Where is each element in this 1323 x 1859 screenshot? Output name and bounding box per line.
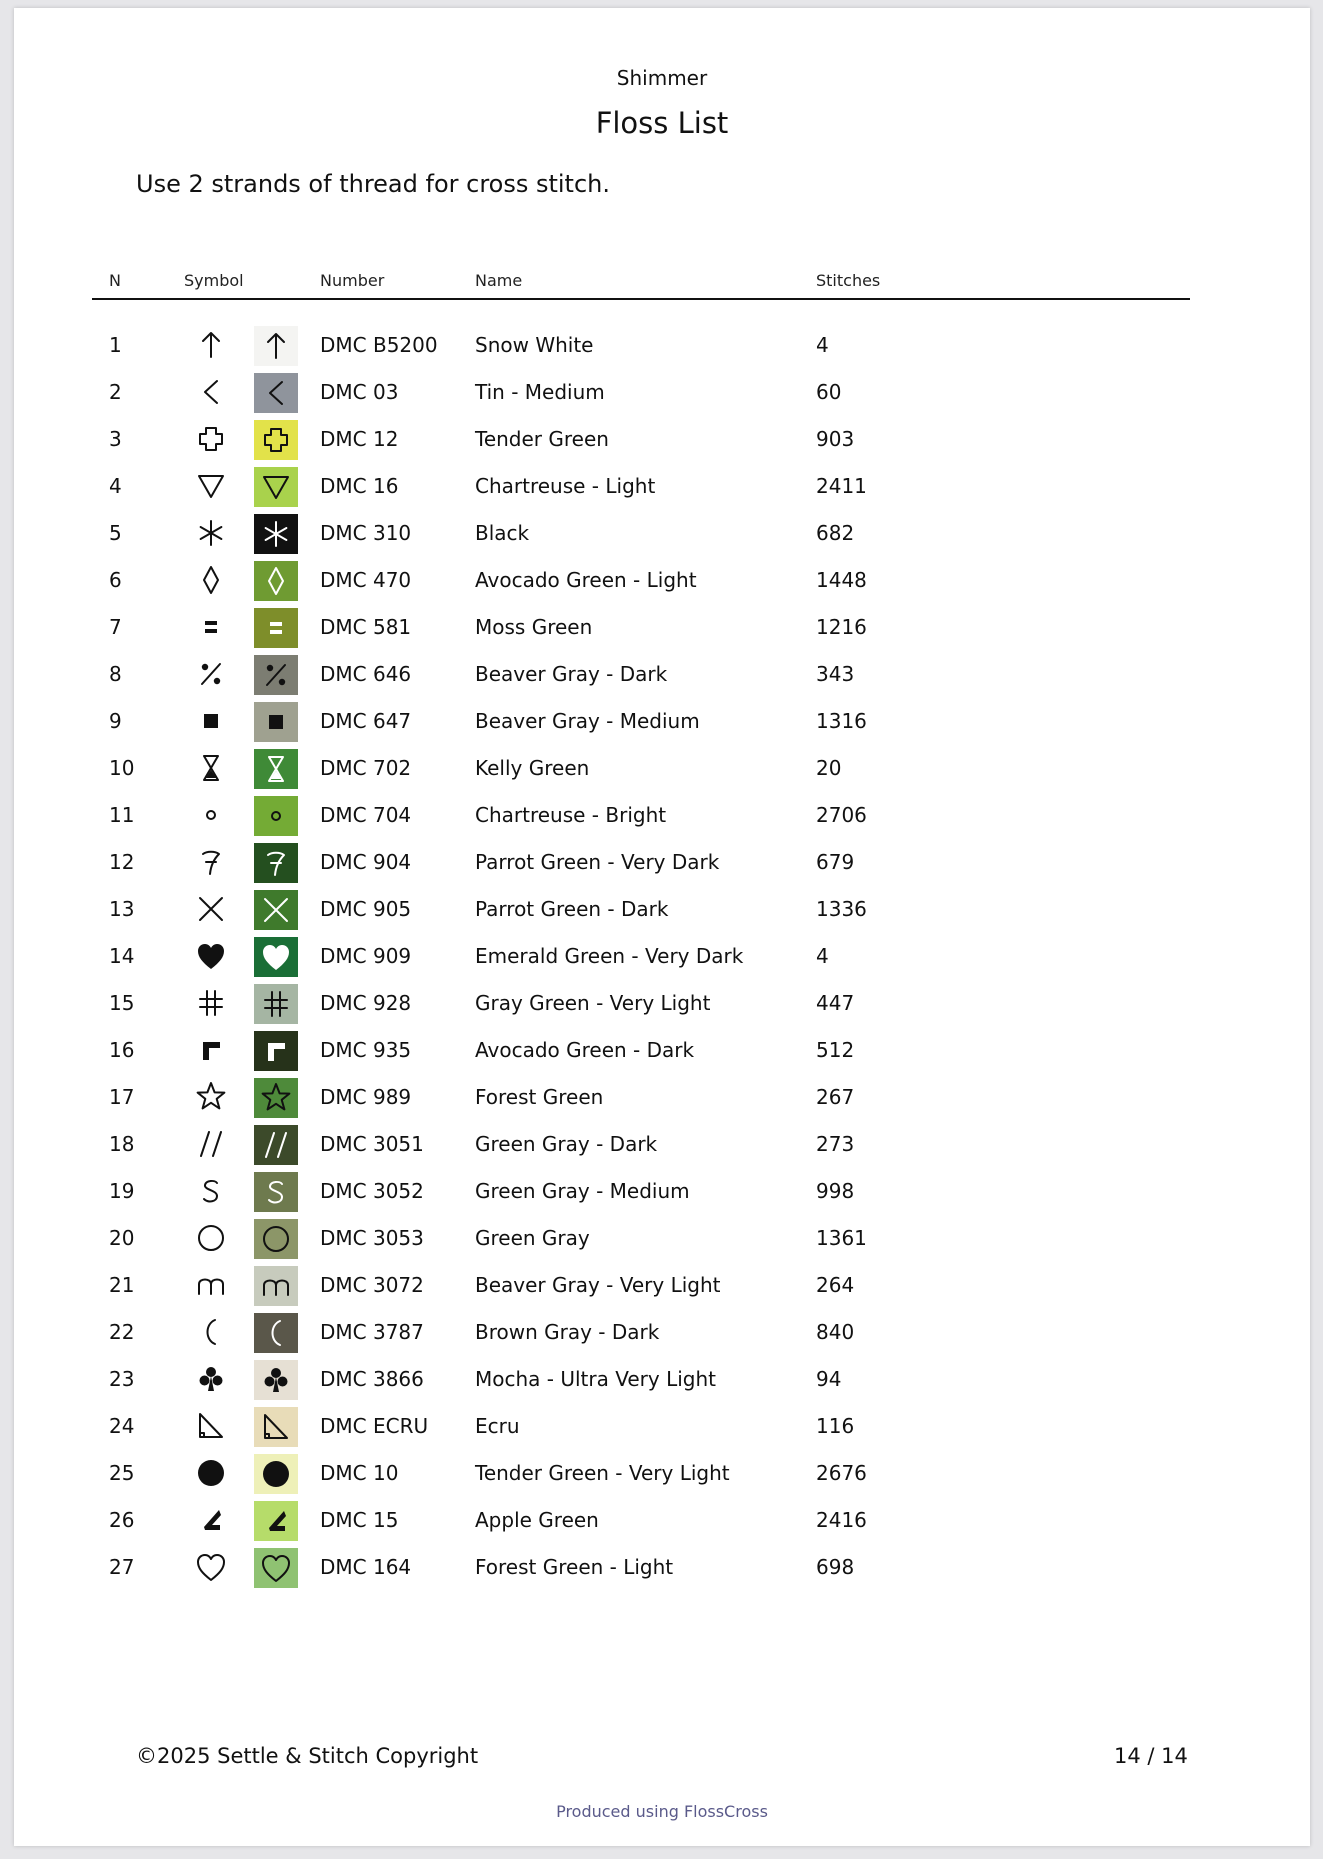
small-circle-icon — [191, 795, 231, 835]
floss-number: DMC 310 — [320, 521, 412, 545]
floss-number: DMC 905 — [320, 897, 412, 921]
floss-name: Green Gray - Dark — [475, 1132, 658, 1156]
triangle-down-icon — [254, 467, 298, 507]
color-swatch — [254, 796, 298, 836]
seven-icon — [191, 842, 231, 882]
color-swatch — [254, 514, 298, 554]
row-number: 26 — [109, 1508, 135, 1532]
letter-s-icon — [254, 1172, 298, 1212]
row-number: 5 — [109, 521, 122, 545]
column-header-symbol: Symbol — [184, 271, 244, 290]
row-number: 27 — [109, 1555, 135, 1579]
arrow-up-icon — [191, 325, 231, 365]
stitch-count: 1216 — [816, 615, 867, 639]
color-swatch — [254, 1548, 298, 1588]
row-number: 16 — [109, 1038, 135, 1062]
row-number: 12 — [109, 850, 135, 874]
row-number: 2 — [109, 380, 122, 404]
square-filled-icon — [191, 701, 231, 741]
table-row — [14, 1265, 1310, 1305]
stitch-count: 273 — [816, 1132, 855, 1156]
table-row — [14, 1406, 1310, 1446]
corner-icon — [254, 1031, 298, 1071]
row-number: 17 — [109, 1085, 135, 1109]
color-swatch — [254, 984, 298, 1024]
floss-number: DMC 03 — [320, 380, 399, 404]
letter-m-icon — [191, 1265, 231, 1305]
square-filled-icon — [254, 702, 298, 742]
stitch-count: 447 — [816, 991, 855, 1015]
heart-outline-icon — [191, 1547, 231, 1587]
circle-filled-icon — [191, 1453, 231, 1493]
color-swatch — [254, 890, 298, 930]
table-row — [14, 1359, 1310, 1399]
stitch-count: 1336 — [816, 897, 867, 921]
x-cross-icon — [254, 890, 298, 930]
floss-number: DMC 702 — [320, 756, 412, 780]
floss-number: DMC B5200 — [320, 333, 438, 357]
diamond-icon — [191, 560, 231, 600]
color-swatch — [254, 1313, 298, 1353]
color-swatch — [254, 1266, 298, 1306]
table-row — [14, 1077, 1310, 1117]
color-swatch — [254, 326, 298, 366]
table-row — [14, 325, 1310, 365]
circle-filled-icon — [254, 1454, 298, 1494]
row-number: 18 — [109, 1132, 135, 1156]
angle-mark-icon — [254, 1501, 298, 1541]
floss-name: Forest Green — [475, 1085, 604, 1109]
chevron-left-icon — [191, 372, 231, 412]
row-number: 8 — [109, 662, 122, 686]
circle-outline-icon — [254, 1219, 298, 1259]
page-number: 14 / 14 — [1114, 1744, 1188, 1768]
floss-number: DMC 646 — [320, 662, 412, 686]
floss-number: DMC 647 — [320, 709, 412, 733]
stitch-count: 20 — [816, 756, 842, 780]
row-number: 10 — [109, 756, 135, 780]
stitch-count: 4 — [816, 944, 829, 968]
crescent-icon — [191, 1312, 231, 1352]
stitch-count: 1361 — [816, 1226, 867, 1250]
stitch-count: 903 — [816, 427, 855, 451]
double-slash-icon — [254, 1125, 298, 1165]
percent-icon — [254, 655, 298, 695]
color-swatch — [254, 1360, 298, 1400]
floss-number: DMC 581 — [320, 615, 412, 639]
table-row — [14, 889, 1310, 929]
crescent-icon — [254, 1313, 298, 1353]
hash-icon — [254, 984, 298, 1024]
row-number: 4 — [109, 474, 122, 498]
small-circle-icon — [254, 796, 298, 836]
floss-name: Moss Green — [475, 615, 593, 639]
equals-icon — [254, 608, 298, 648]
chevron-left-icon — [254, 373, 298, 413]
floss-name: Green Gray - Medium — [475, 1179, 690, 1203]
floss-number: DMC 909 — [320, 944, 412, 968]
floss-number: DMC 3053 — [320, 1226, 424, 1250]
floss-name: Forest Green - Light — [475, 1555, 674, 1579]
club-icon — [254, 1360, 298, 1400]
asterisk-icon — [191, 513, 231, 553]
color-swatch — [254, 561, 298, 601]
seven-icon — [254, 843, 298, 883]
table-row — [14, 795, 1310, 835]
row-number: 23 — [109, 1367, 135, 1391]
stitch-count: 2416 — [816, 1508, 867, 1532]
stitch-count: 4 — [816, 333, 829, 357]
plus-outline-icon — [191, 419, 231, 459]
floss-number: DMC 935 — [320, 1038, 412, 1062]
floss-name: Chartreuse - Bright — [475, 803, 667, 827]
right-triangle-icon — [191, 1406, 231, 1446]
heart-filled-icon — [191, 936, 231, 976]
letter-m-icon — [254, 1266, 298, 1306]
stitch-count: 679 — [816, 850, 855, 874]
column-header-name: Name — [475, 271, 523, 290]
table-row — [14, 513, 1310, 553]
color-swatch — [254, 373, 298, 413]
row-number: 15 — [109, 991, 135, 1015]
row-number: 19 — [109, 1179, 135, 1203]
star-outline-icon — [191, 1077, 231, 1117]
floss-number: DMC 928 — [320, 991, 412, 1015]
floss-name: Snow White — [475, 333, 594, 357]
floss-number: DMC 164 — [320, 1555, 412, 1579]
table-row — [14, 842, 1310, 882]
plus-outline-icon — [254, 420, 298, 460]
floss-number: DMC 470 — [320, 568, 412, 592]
page-title: Floss List — [595, 106, 729, 140]
floss-number: DMC 904 — [320, 850, 412, 874]
floss-name: Parrot Green - Dark — [475, 897, 669, 921]
color-swatch — [254, 608, 298, 648]
letter-s-icon — [191, 1171, 231, 1211]
row-number: 6 — [109, 568, 122, 592]
floss-name: Tender Green - Very Light — [475, 1461, 730, 1485]
floss-number: DMC 3787 — [320, 1320, 424, 1344]
floss-name: Brown Gray - Dark — [475, 1320, 660, 1344]
star-outline-icon — [254, 1078, 298, 1118]
floss-number: DMC ECRU — [320, 1414, 429, 1438]
row-number: 9 — [109, 709, 122, 733]
floss-name: Green Gray — [475, 1226, 590, 1250]
table-row — [14, 1500, 1310, 1540]
color-swatch — [254, 1125, 298, 1165]
instruction-text: Use 2 strands of thread for cross stitch. — [136, 170, 610, 198]
floss-name: Tin - Medium — [475, 380, 605, 404]
row-number: 1 — [109, 333, 122, 357]
floss-list-page — [14, 8, 1310, 1846]
stitch-count: 2676 — [816, 1461, 867, 1485]
table-row — [14, 607, 1310, 647]
floss-name: Ecru — [475, 1414, 520, 1438]
arrow-up-icon — [254, 326, 298, 366]
percent-icon — [191, 654, 231, 694]
table-row — [14, 1030, 1310, 1070]
row-number: 3 — [109, 427, 122, 451]
table-row — [14, 466, 1310, 506]
row-number: 21 — [109, 1273, 135, 1297]
double-slash-icon — [191, 1124, 231, 1164]
floss-number: DMC 3866 — [320, 1367, 424, 1391]
stitch-count: 512 — [816, 1038, 855, 1062]
row-number: 7 — [109, 615, 122, 639]
triangle-down-icon — [191, 466, 231, 506]
table-row — [14, 748, 1310, 788]
floss-number: DMC 16 — [320, 474, 399, 498]
hourglass-icon — [191, 748, 231, 788]
row-number: 20 — [109, 1226, 135, 1250]
stitch-count: 698 — [816, 1555, 855, 1579]
color-swatch — [254, 702, 298, 742]
color-swatch — [254, 749, 298, 789]
circle-outline-icon — [191, 1218, 231, 1258]
x-cross-icon — [191, 889, 231, 929]
table-row — [14, 1218, 1310, 1258]
floss-number: DMC 989 — [320, 1085, 412, 1109]
row-number: 25 — [109, 1461, 135, 1485]
copyright-text: ©2025 Settle & Stitch Copyright — [136, 1744, 479, 1768]
diamond-icon — [254, 561, 298, 601]
stitch-count: 1448 — [816, 568, 867, 592]
stitch-count: 2411 — [816, 474, 867, 498]
floss-name: Black — [475, 521, 530, 545]
stitch-count: 60 — [816, 380, 842, 404]
floss-number: DMC 704 — [320, 803, 412, 827]
hash-icon — [191, 983, 231, 1023]
row-number: 14 — [109, 944, 135, 968]
floss-name: Beaver Gray - Very Light — [475, 1273, 721, 1297]
stitch-count: 264 — [816, 1273, 855, 1297]
color-swatch — [254, 1219, 298, 1259]
row-number: 24 — [109, 1414, 135, 1438]
table-row — [14, 1124, 1310, 1164]
heart-outline-icon — [254, 1548, 298, 1588]
floss-number: DMC 15 — [320, 1508, 399, 1532]
floss-name: Gray Green - Very Light — [475, 991, 711, 1015]
floss-name: Tender Green — [475, 427, 609, 451]
floss-name: Mocha - Ultra Very Light — [475, 1367, 716, 1391]
row-number: 11 — [109, 803, 135, 827]
table-row — [14, 560, 1310, 600]
color-swatch — [254, 1172, 298, 1212]
color-swatch — [254, 1407, 298, 1447]
stitch-count: 682 — [816, 521, 855, 545]
stitch-count: 840 — [816, 1320, 855, 1344]
column-header-n: N — [109, 271, 121, 290]
table-row — [14, 1171, 1310, 1211]
table-row — [14, 654, 1310, 694]
floss-name: Avocado Green - Dark — [475, 1038, 695, 1062]
color-swatch — [254, 1501, 298, 1541]
floss-number: DMC 3072 — [320, 1273, 424, 1297]
stitch-count: 94 — [816, 1367, 842, 1391]
corner-icon — [191, 1030, 231, 1070]
table-row — [14, 419, 1310, 459]
floss-number: DMC 12 — [320, 427, 399, 451]
stitch-count: 116 — [816, 1414, 855, 1438]
color-swatch — [254, 937, 298, 977]
table-row — [14, 372, 1310, 412]
stitch-count: 343 — [816, 662, 855, 686]
right-triangle-icon — [254, 1407, 298, 1447]
color-swatch — [254, 420, 298, 460]
floss-name: Chartreuse - Light — [475, 474, 656, 498]
color-swatch — [254, 655, 298, 695]
floss-name: Emerald Green - Very Dark — [475, 944, 744, 968]
color-swatch — [254, 1454, 298, 1494]
floss-number: DMC 3051 — [320, 1132, 424, 1156]
table-row — [14, 701, 1310, 741]
floss-name: Apple Green — [475, 1508, 599, 1532]
row-number: 13 — [109, 897, 135, 921]
table-row — [14, 936, 1310, 976]
equals-icon — [191, 607, 231, 647]
stitch-count: 2706 — [816, 803, 867, 827]
floss-name: Parrot Green - Very Dark — [475, 850, 720, 874]
table-row — [14, 983, 1310, 1023]
club-icon — [191, 1359, 231, 1399]
floss-name: Kelly Green — [475, 756, 590, 780]
floss-name: Beaver Gray - Dark — [475, 662, 668, 686]
floss-name: Avocado Green - Light — [475, 568, 697, 592]
floss-number: DMC 3052 — [320, 1179, 424, 1203]
produced-by: Produced using FlossCross — [556, 1802, 768, 1821]
stitch-count: 1316 — [816, 709, 867, 733]
heart-filled-icon — [254, 937, 298, 977]
stitch-count: 267 — [816, 1085, 855, 1109]
floss-number: DMC 10 — [320, 1461, 399, 1485]
angle-mark-icon — [191, 1500, 231, 1540]
floss-name: Beaver Gray - Medium — [475, 709, 700, 733]
column-header-number: Number — [320, 271, 385, 290]
row-number: 22 — [109, 1320, 135, 1344]
color-swatch — [254, 1078, 298, 1118]
column-header-stitches: Stitches — [816, 271, 881, 290]
table-row — [14, 1453, 1310, 1493]
stitch-count: 998 — [816, 1179, 855, 1203]
pattern-name: Shimmer — [616, 66, 708, 90]
color-swatch — [254, 843, 298, 883]
hourglass-icon — [254, 749, 298, 789]
header-divider — [92, 298, 1190, 300]
table-row — [14, 1547, 1310, 1587]
color-swatch — [254, 467, 298, 507]
table-row — [14, 1312, 1310, 1352]
asterisk-icon — [254, 514, 298, 554]
color-swatch — [254, 1031, 298, 1071]
